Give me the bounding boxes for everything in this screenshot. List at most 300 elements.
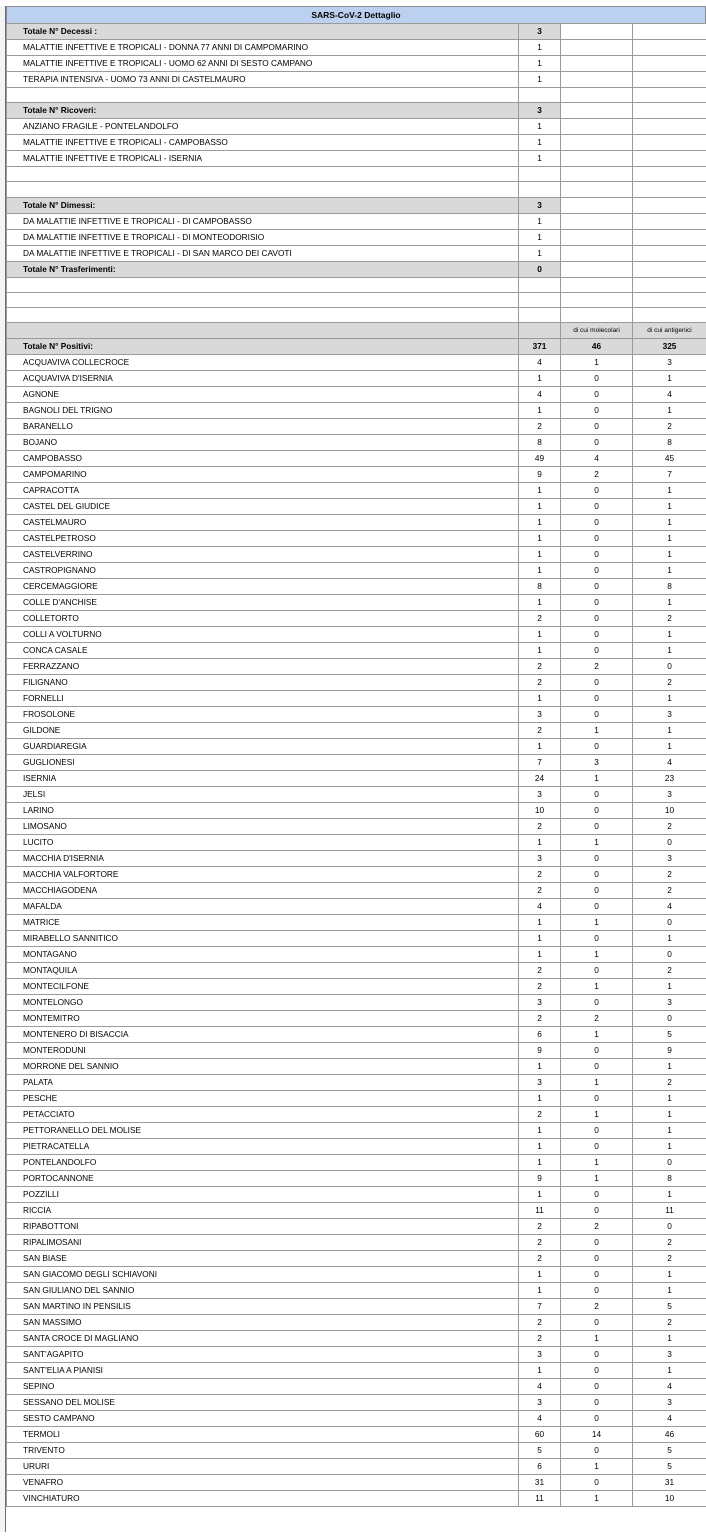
municipality-molecolari: 1 xyxy=(561,1107,633,1123)
municipality-name: BARANELLO xyxy=(7,419,519,435)
municipality-antigenici: 1 xyxy=(633,483,706,499)
municipality-antigenici: 2 xyxy=(633,867,706,883)
detail-table-body xyxy=(7,24,706,1507)
table-row xyxy=(7,72,706,88)
municipality-name: RICCIA xyxy=(7,1203,519,1219)
municipality-total: 1 xyxy=(519,547,561,563)
municipality-name: MORRONE DEL SANNIO xyxy=(7,1059,519,1075)
municipality-molecolari: 0 xyxy=(561,515,633,531)
municipality-antigenici: 8 xyxy=(633,435,706,451)
table-row xyxy=(7,867,706,883)
municipality-name: MACCHIAGODENA xyxy=(7,883,519,899)
municipality-total: 9 xyxy=(519,467,561,483)
item-label: MALATTIE INFETTIVE E TROPICALI - ISERNIA xyxy=(7,151,519,167)
item-label: TERAPIA INTENSIVA - UOMO 73 ANNI DI CASTELMAURO xyxy=(7,72,519,88)
empty-cell xyxy=(561,151,633,167)
table-row xyxy=(7,1459,706,1475)
municipality-antigenici: 1 xyxy=(633,1331,706,1347)
municipality-molecolari: 0 xyxy=(561,387,633,403)
empty-cell xyxy=(561,307,633,322)
table-row xyxy=(7,1043,706,1059)
municipality-antigenici: 5 xyxy=(633,1027,706,1043)
municipality-molecolari: 0 xyxy=(561,1251,633,1267)
municipality-antigenici: 3 xyxy=(633,995,706,1011)
empty-cell xyxy=(633,135,706,151)
municipality-molecolari: 0 xyxy=(561,707,633,723)
table-row xyxy=(7,515,706,531)
table-row xyxy=(7,883,706,899)
municipality-name: ISERNIA xyxy=(7,771,519,787)
municipality-antigenici: 1 xyxy=(633,931,706,947)
municipality-antigenici: 2 xyxy=(633,1235,706,1251)
municipality-antigenici: 5 xyxy=(633,1443,706,1459)
municipality-molecolari: 1 xyxy=(561,1027,633,1043)
table-row xyxy=(7,627,706,643)
blank-row xyxy=(7,292,706,307)
municipality-total: 1 xyxy=(519,739,561,755)
table-row xyxy=(7,1235,706,1251)
municipality-name: SANT'AGAPITO xyxy=(7,1347,519,1363)
municipality-name: PETACCIATO xyxy=(7,1107,519,1123)
table-row xyxy=(7,1171,706,1187)
municipality-total: 3 xyxy=(519,1395,561,1411)
municipality-antigenici: 46 xyxy=(633,1427,706,1443)
municipality-antigenici: 1 xyxy=(633,1107,706,1123)
municipality-molecolari: 1 xyxy=(561,915,633,931)
empty-cell xyxy=(561,40,633,56)
column-header-molecolari: di cui molecolari xyxy=(561,323,633,339)
section-header-row xyxy=(7,24,706,40)
municipality-name: URURI xyxy=(7,1459,519,1475)
municipality-name: TRIVENTO xyxy=(7,1443,519,1459)
table-row xyxy=(7,483,706,499)
item-value: 1 xyxy=(519,56,561,72)
municipality-antigenici: 2 xyxy=(633,1075,706,1091)
municipality-antigenici: 1 xyxy=(633,547,706,563)
municipality-total: 4 xyxy=(519,1411,561,1427)
municipality-total: 24 xyxy=(519,771,561,787)
municipality-total: 3 xyxy=(519,851,561,867)
empty-cell xyxy=(633,167,706,182)
section-header-row xyxy=(7,197,706,213)
empty-cell xyxy=(519,307,561,322)
item-label: MALATTIE INFETTIVE E TROPICALI - DONNA 77 ANNI DI CAMPOMARINO xyxy=(7,40,519,56)
table-row xyxy=(7,691,706,707)
table-row xyxy=(7,135,706,151)
municipality-molecolari: 0 xyxy=(561,1139,633,1155)
municipality-antigenici: 0 xyxy=(633,915,706,931)
municipality-total: 2 xyxy=(519,963,561,979)
table-row xyxy=(7,995,706,1011)
table-row xyxy=(7,151,706,167)
municipality-name: GUARDIAREGIA xyxy=(7,739,519,755)
municipality-total: 1 xyxy=(519,643,561,659)
municipality-name: PIETRACATELLA xyxy=(7,1139,519,1155)
table-row xyxy=(7,451,706,467)
municipality-name: LIMOSANO xyxy=(7,819,519,835)
municipality-total: 3 xyxy=(519,1075,561,1091)
municipality-molecolari: 0 xyxy=(561,1235,633,1251)
section-total: 3 xyxy=(519,103,561,119)
item-value: 1 xyxy=(519,229,561,245)
table-row xyxy=(7,355,706,371)
municipality-total: 6 xyxy=(519,1459,561,1475)
municipality-antigenici: 9 xyxy=(633,1043,706,1059)
table-row xyxy=(7,403,706,419)
table-row xyxy=(7,963,706,979)
section-header-row xyxy=(7,261,706,277)
municipality-molecolari: 2 xyxy=(561,467,633,483)
municipality-molecolari: 0 xyxy=(561,931,633,947)
empty-cell xyxy=(561,88,633,103)
table-row xyxy=(7,803,706,819)
table-row xyxy=(7,119,706,135)
municipality-antigenici: 2 xyxy=(633,883,706,899)
municipality-molecolari: 1 xyxy=(561,355,633,371)
municipality-total: 9 xyxy=(519,1043,561,1059)
spreadsheet xyxy=(6,6,706,1507)
municipality-name: MONTAQUILA xyxy=(7,963,519,979)
table-row xyxy=(7,707,706,723)
empty-cell xyxy=(633,56,706,72)
municipality-antigenici: 2 xyxy=(633,419,706,435)
municipality-name: MIRABELLO SANNITICO xyxy=(7,931,519,947)
municipality-total: 2 xyxy=(519,883,561,899)
municipality-name: SAN BIASE xyxy=(7,1251,519,1267)
municipality-molecolari: 1 xyxy=(561,1171,633,1187)
municipality-name: BAGNOLI DEL TRIGNO xyxy=(7,403,519,419)
empty-cell xyxy=(633,182,706,197)
municipality-total: 2 xyxy=(519,1235,561,1251)
column-header-antigenici: di cui antigenici xyxy=(633,323,706,339)
table-row xyxy=(7,1139,706,1155)
municipality-name: JELSI xyxy=(7,787,519,803)
table-row xyxy=(7,851,706,867)
empty-cell xyxy=(7,323,519,339)
municipality-molecolari: 0 xyxy=(561,483,633,499)
table-row xyxy=(7,245,706,261)
table-row xyxy=(7,387,706,403)
municipality-total: 3 xyxy=(519,1347,561,1363)
municipality-name: RIPABOTTONI xyxy=(7,1219,519,1235)
municipality-name: MATRICE xyxy=(7,915,519,931)
table-row xyxy=(7,1011,706,1027)
empty-cell xyxy=(519,167,561,182)
empty-cell xyxy=(7,292,519,307)
municipality-name: PESCHE xyxy=(7,1091,519,1107)
item-label: MALATTIE INFETTIVE E TROPICALI - CAMPOBASSO xyxy=(7,135,519,151)
table-row xyxy=(7,1107,706,1123)
municipality-antigenici: 2 xyxy=(633,963,706,979)
municipality-antigenici: 1 xyxy=(633,1187,706,1203)
table-row xyxy=(7,467,706,483)
municipality-antigenici: 0 xyxy=(633,1155,706,1171)
table-row xyxy=(7,947,706,963)
municipality-molecolari: 0 xyxy=(561,435,633,451)
municipality-total: 11 xyxy=(519,1491,561,1507)
table-row xyxy=(7,595,706,611)
municipality-antigenici: 1 xyxy=(633,371,706,387)
municipality-molecolari: 1 xyxy=(561,723,633,739)
municipality-name: FILIGNANO xyxy=(7,675,519,691)
empty-cell xyxy=(633,292,706,307)
municipality-name: GILDONE xyxy=(7,723,519,739)
municipality-name: SANT'ELIA A PIANISI xyxy=(7,1363,519,1379)
empty-cell xyxy=(633,245,706,261)
municipality-total: 2 xyxy=(519,867,561,883)
municipality-molecolari: 0 xyxy=(561,883,633,899)
municipality-total: 4 xyxy=(519,355,561,371)
municipality-molecolari: 0 xyxy=(561,899,633,915)
positivi-antigenici: 325 xyxy=(633,339,706,355)
table-row xyxy=(7,56,706,72)
positivi-molecolari: 46 xyxy=(561,339,633,355)
table-row xyxy=(7,1251,706,1267)
municipality-antigenici: 1 xyxy=(633,1139,706,1155)
municipality-total: 1 xyxy=(519,1363,561,1379)
municipality-total: 1 xyxy=(519,1267,561,1283)
section-label: Totale N° Trasferimenti: xyxy=(7,261,519,277)
municipality-antigenici: 1 xyxy=(633,739,706,755)
municipality-molecolari: 0 xyxy=(561,1123,633,1139)
empty-cell xyxy=(7,307,519,322)
municipality-total: 5 xyxy=(519,1443,561,1459)
municipality-total: 1 xyxy=(519,1123,561,1139)
municipality-total: 4 xyxy=(519,899,561,915)
municipality-name: MONTEMITRO xyxy=(7,1011,519,1027)
municipality-antigenici: 1 xyxy=(633,1123,706,1139)
municipality-total: 2 xyxy=(519,1251,561,1267)
empty-cell xyxy=(561,292,633,307)
table-row xyxy=(7,1059,706,1075)
municipality-antigenici: 1 xyxy=(633,499,706,515)
municipality-name: CAMPOBASSO xyxy=(7,451,519,467)
empty-cell xyxy=(633,229,706,245)
municipality-total: 31 xyxy=(519,1475,561,1491)
municipality-molecolari: 0 xyxy=(561,851,633,867)
municipality-total: 1 xyxy=(519,483,561,499)
table-row xyxy=(7,1395,706,1411)
municipality-molecolari: 0 xyxy=(561,1203,633,1219)
municipality-total: 1 xyxy=(519,371,561,387)
municipality-name: MONTENERO DI BISACCIA xyxy=(7,1027,519,1043)
municipality-antigenici: 3 xyxy=(633,1395,706,1411)
table-row xyxy=(7,1443,706,1459)
municipality-name: MONTAGANO xyxy=(7,947,519,963)
municipality-total: 7 xyxy=(519,1299,561,1315)
empty-cell xyxy=(561,119,633,135)
municipality-molecolari: 0 xyxy=(561,579,633,595)
municipality-antigenici: 3 xyxy=(633,707,706,723)
municipality-molecolari: 1 xyxy=(561,979,633,995)
municipality-molecolari: 0 xyxy=(561,995,633,1011)
municipality-molecolari: 1 xyxy=(561,1075,633,1091)
municipality-antigenici: 7 xyxy=(633,467,706,483)
municipality-name: AGNONE xyxy=(7,387,519,403)
section-label: Totale N° Ricoveri: xyxy=(7,103,519,119)
municipality-antigenici: 1 xyxy=(633,1363,706,1379)
municipality-total: 4 xyxy=(519,1379,561,1395)
municipality-antigenici: 5 xyxy=(633,1299,706,1315)
table-row xyxy=(7,915,706,931)
municipality-name: CERCEMAGGIORE xyxy=(7,579,519,595)
municipality-total: 2 xyxy=(519,1315,561,1331)
municipality-antigenici: 4 xyxy=(633,1411,706,1427)
municipality-total: 1 xyxy=(519,499,561,515)
municipality-name: SAN GIULIANO DEL SANNIO xyxy=(7,1283,519,1299)
municipality-molecolari: 0 xyxy=(561,867,633,883)
municipality-total: 3 xyxy=(519,995,561,1011)
municipality-antigenici: 23 xyxy=(633,771,706,787)
item-value: 1 xyxy=(519,40,561,56)
municipality-molecolari: 0 xyxy=(561,1475,633,1491)
empty-cell xyxy=(519,88,561,103)
municipality-total: 1 xyxy=(519,403,561,419)
municipality-name: CONCA CASALE xyxy=(7,643,519,659)
table-row xyxy=(7,643,706,659)
municipality-molecolari: 0 xyxy=(561,531,633,547)
municipality-name: FERRAZZANO xyxy=(7,659,519,675)
municipality-molecolari: 14 xyxy=(561,1427,633,1443)
table-row xyxy=(7,1203,706,1219)
municipality-name: COLLETORTO xyxy=(7,611,519,627)
municipality-name: CAMPOMARINO xyxy=(7,467,519,483)
positivi-total: 371 xyxy=(519,339,561,355)
municipality-total: 8 xyxy=(519,579,561,595)
table-row xyxy=(7,819,706,835)
empty-cell xyxy=(561,72,633,88)
table-row xyxy=(7,40,706,56)
municipality-antigenici: 45 xyxy=(633,451,706,467)
municipality-name: RIPALIMOSANI xyxy=(7,1235,519,1251)
item-value: 1 xyxy=(519,119,561,135)
table-row xyxy=(7,1299,706,1315)
municipality-name: ACQUAVIVA D'ISERNIA xyxy=(7,371,519,387)
municipality-molecolari: 0 xyxy=(561,787,633,803)
municipality-name: MACCHIA D'ISERNIA xyxy=(7,851,519,867)
municipality-antigenici: 2 xyxy=(633,819,706,835)
municipality-name: CASTELPETROSO xyxy=(7,531,519,547)
table-row xyxy=(7,739,706,755)
municipality-molecolari: 0 xyxy=(561,1283,633,1299)
municipality-antigenici: 4 xyxy=(633,899,706,915)
municipality-molecolari: 2 xyxy=(561,1299,633,1315)
municipality-antigenici: 1 xyxy=(633,691,706,707)
table-row xyxy=(7,213,706,229)
table-row xyxy=(7,531,706,547)
item-label: DA MALATTIE INFETTIVE E TROPICALI - DI MONTEODORISIO xyxy=(7,229,519,245)
municipality-antigenici: 2 xyxy=(633,1251,706,1267)
table-row xyxy=(7,1187,706,1203)
municipality-name: LUCITO xyxy=(7,835,519,851)
blank-row xyxy=(7,307,706,322)
municipality-total: 2 xyxy=(519,723,561,739)
municipality-name: VENAFRO xyxy=(7,1475,519,1491)
table-row xyxy=(7,499,706,515)
municipality-molecolari: 1 xyxy=(561,771,633,787)
municipality-antigenici: 11 xyxy=(633,1203,706,1219)
empty-cell xyxy=(633,103,706,119)
empty-cell xyxy=(561,213,633,229)
municipality-molecolari: 0 xyxy=(561,611,633,627)
municipality-antigenici: 1 xyxy=(633,1267,706,1283)
table-row xyxy=(7,771,706,787)
municipality-molecolari: 0 xyxy=(561,627,633,643)
table-row xyxy=(7,579,706,595)
empty-cell xyxy=(7,182,519,197)
table-row xyxy=(7,979,706,995)
sheet-title: SARS-CoV-2 Dettaglio xyxy=(6,6,706,23)
empty-cell xyxy=(633,151,706,167)
table-row xyxy=(7,1219,706,1235)
empty-cell xyxy=(519,323,561,339)
empty-cell xyxy=(561,103,633,119)
municipality-total: 2 xyxy=(519,1011,561,1027)
municipality-total: 3 xyxy=(519,707,561,723)
table-row xyxy=(7,1379,706,1395)
blank-row xyxy=(7,88,706,103)
municipality-name: PONTELANDOLFO xyxy=(7,1155,519,1171)
municipality-antigenici: 8 xyxy=(633,1171,706,1187)
municipality-total: 1 xyxy=(519,947,561,963)
municipality-total: 2 xyxy=(519,675,561,691)
table-row xyxy=(7,1267,706,1283)
municipality-antigenici: 1 xyxy=(633,1283,706,1299)
table-row xyxy=(7,675,706,691)
municipality-antigenici: 1 xyxy=(633,1091,706,1107)
item-value: 1 xyxy=(519,245,561,261)
municipality-molecolari: 0 xyxy=(561,499,633,515)
section-total: 0 xyxy=(519,261,561,277)
section-label: Totale N° Dimessi: xyxy=(7,197,519,213)
municipality-antigenici: 2 xyxy=(633,675,706,691)
section-label: Totale N° Decessi : xyxy=(7,24,519,40)
municipality-antigenici: 1 xyxy=(633,595,706,611)
empty-cell xyxy=(519,277,561,292)
empty-cell xyxy=(519,182,561,197)
positivi-total-row xyxy=(7,339,706,355)
municipality-name: VINCHIATURO xyxy=(7,1491,519,1507)
item-value: 1 xyxy=(519,72,561,88)
table-row xyxy=(7,1027,706,1043)
municipality-molecolari: 2 xyxy=(561,1011,633,1027)
item-value: 1 xyxy=(519,151,561,167)
municipality-name: BOJANO xyxy=(7,435,519,451)
municipality-name: CASTELMAURO xyxy=(7,515,519,531)
empty-cell xyxy=(633,119,706,135)
municipality-molecolari: 0 xyxy=(561,963,633,979)
empty-cell xyxy=(633,88,706,103)
table-row xyxy=(7,931,706,947)
municipality-total: 1 xyxy=(519,1091,561,1107)
municipality-antigenici: 0 xyxy=(633,1219,706,1235)
municipality-antigenici: 3 xyxy=(633,1347,706,1363)
municipality-molecolari: 0 xyxy=(561,691,633,707)
municipality-name: CAPRACOTTA xyxy=(7,483,519,499)
item-label: ANZIANO FRAGILE - PONTELANDOLFO xyxy=(7,119,519,135)
municipality-total: 1 xyxy=(519,691,561,707)
municipality-total: 1 xyxy=(519,1059,561,1075)
table-row xyxy=(7,1331,706,1347)
municipality-molecolari: 0 xyxy=(561,1091,633,1107)
table-row xyxy=(7,547,706,563)
municipality-name: MONTECILFONE xyxy=(7,979,519,995)
table-row xyxy=(7,787,706,803)
municipality-molecolari: 0 xyxy=(561,1187,633,1203)
municipality-antigenici: 1 xyxy=(633,403,706,419)
empty-cell xyxy=(7,277,519,292)
municipality-antigenici: 3 xyxy=(633,787,706,803)
